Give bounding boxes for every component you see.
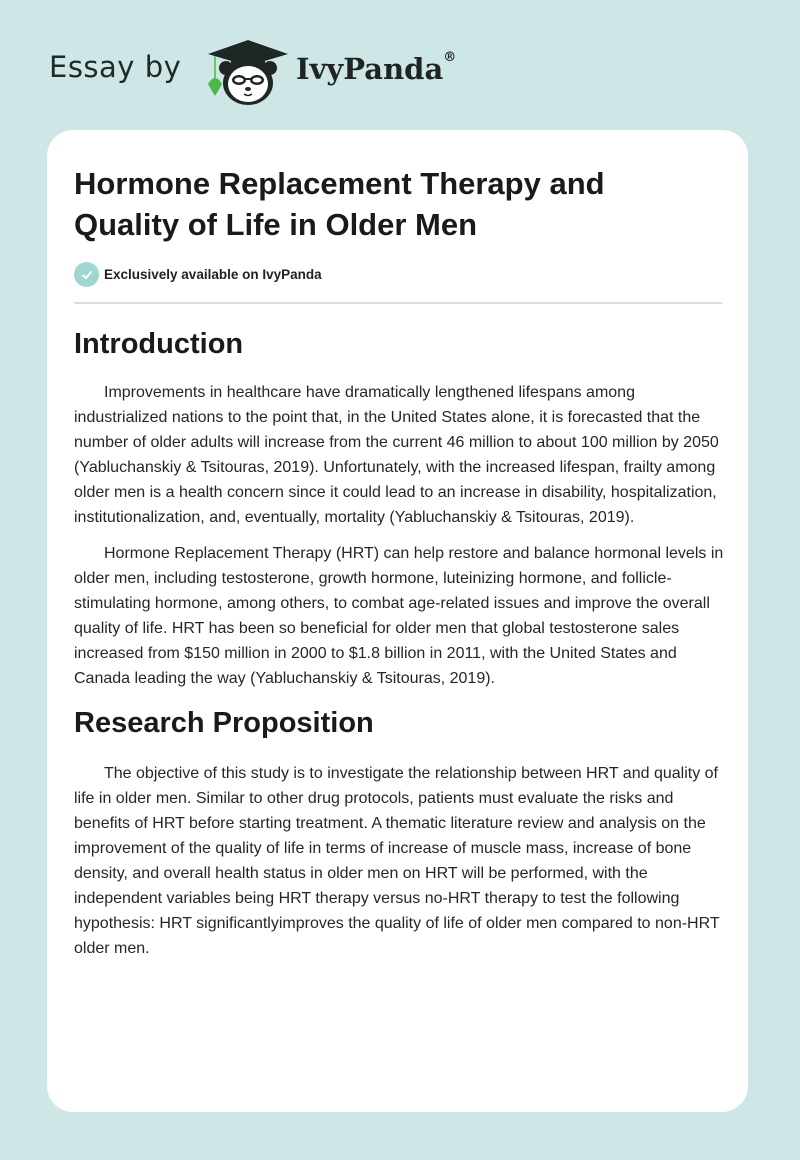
divider bbox=[74, 302, 722, 304]
paragraph: Improvements in healthcare have dramatically lengthened lifespans among industrialized nations to the point that, in the United States alone, it is forecasted that the number of older adults will increase from the current 46 million to about 100 million by 2050 (Yabluchanskiy & Tsitouras, 2019). Unfortunately, with the increased lifespan, frailty among older men is a health concern since it could lead to an increase in disability, hospitalization, institutionalization, and, eventually, mortality (Yabluchanskiy & Tsitouras, 2019). bbox=[74, 384, 719, 526]
essay-by-label: Essay by bbox=[49, 50, 182, 84]
brand-text: IvyPanda bbox=[296, 52, 444, 86]
essay-card bbox=[47, 130, 748, 1112]
site-header bbox=[0, 0, 800, 130]
paragraph: The objective of this study is to investigate the relationship between HRT and quality of life in older men. Similar to other drug protocols, patients must evaluate the risks and benefits of HRT before starting treatment. A thematic literature review and analysis on the improvement of the quality of life in terms of increase of muscle mass, increase of bone density, and overall health status in older men on HRT will be performed, with the independent variables being HRT therapy versus no-HRT therapy to test the following hypothesis: HRT significantlyimproves the quality of life of older men compared to non-HRT older men. bbox=[74, 765, 720, 957]
exclusive-badge bbox=[74, 262, 322, 287]
panda-graduate-icon[interactable] bbox=[203, 36, 293, 108]
check-circle-icon bbox=[74, 262, 99, 287]
page-title: Hormone Replacement Therapy and Quality of Life in Older Men bbox=[74, 166, 605, 242]
paragraph: Hormone Replacement Therapy (HRT) can help restore and balance hormonal levels in older men, including testosterone, growth hormone, luteinizing hormone, and follicle-stimulating hormone, among others, to combat age-related issues and improve the overall quality of life. HRT has been so beneficial for older men that global testosterone sales increased from $150 million in 2000 to $1.8 billion in 2011, with the United States and Canada leading the way (Yabluchanskiy & Tsitouras, 2019). bbox=[74, 545, 724, 687]
section-heading-research-proposition: Research Proposition bbox=[74, 707, 374, 739]
article-body bbox=[74, 326, 724, 972]
registered-mark: ® bbox=[443, 50, 457, 65]
badge-text: Exclusively available on IvyPanda bbox=[104, 267, 322, 282]
brand-name[interactable] bbox=[296, 52, 456, 86]
section-heading-introduction: Introduction bbox=[74, 328, 244, 360]
